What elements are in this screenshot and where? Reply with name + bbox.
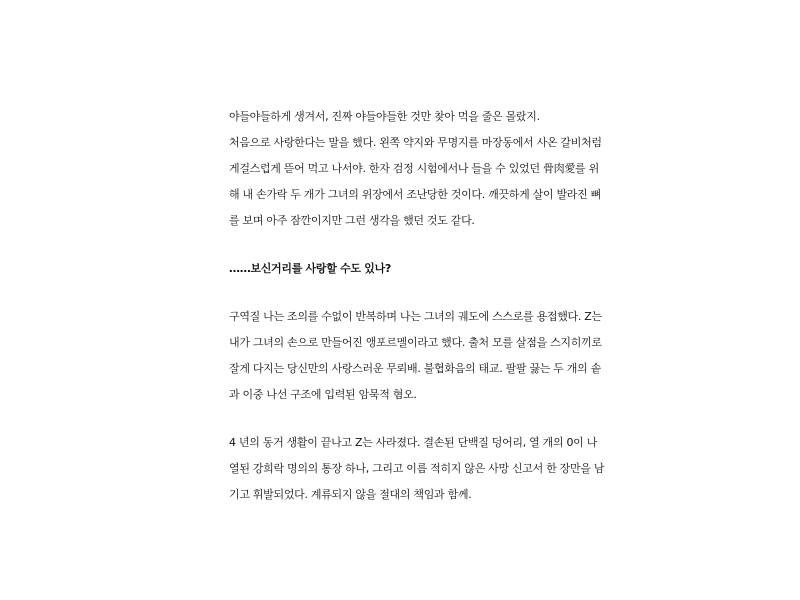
text-line: 처음으로 사랑한다는 말을 했다. 왼쪽 약지와 무명지를 마장동에서 사온 갈비처럼 bbox=[229, 136, 602, 149]
text-line: 게걸스럽게 뜯어 먹고 나서야. 한자 검정 시험에서나 들을 수 있었던 骨肉愛를 위 bbox=[229, 162, 599, 175]
text-line: 야들야들하게 생겨서, 진짜 야들야들한 것만 찾아 먹을 줄은 몰랐지. bbox=[229, 110, 540, 123]
paragraph-2 bbox=[229, 256, 579, 282]
text-line: 기고 휘발되었다. 계류되지 않을 절대의 책임과 함께. bbox=[229, 488, 472, 501]
text-line: 해 내 손가락 두 개가 그녀의 위장에서 조난당한 것이다. 깨끗하게 살이 발라진 뼈 bbox=[229, 188, 601, 201]
text-line-bold: ……보신거리를 사랑할 수도 있나? bbox=[229, 262, 391, 275]
paragraph-4 bbox=[229, 430, 605, 508]
text-line: 를 보며 아주 잠깐이지만 그런 생각을 했던 것도 같다. bbox=[229, 214, 475, 227]
text-line: 내가 그녀의 손으로 만들어진 앵포르멜이라고 했다. 출처 모를 살점을 스지히끼로 bbox=[229, 336, 602, 349]
document-body bbox=[229, 104, 605, 508]
text-line: 과 이중 나선 구조에 입력된 암묵적 혐오. bbox=[229, 388, 417, 401]
text-line: 열된 강희락 명의의 통장 하나, 그리고 이름 적히지 않은 사망 신고서 한 장만을 남 bbox=[229, 462, 605, 475]
text-line: 잘게 다지는 당신만의 사랑스러운 무뢰배. 불협화음의 태교. 팔팔 끓는 두 개의 솥 bbox=[229, 362, 601, 375]
paragraph-3 bbox=[229, 304, 602, 408]
text-line: 4 년의 동거 생활이 끝나고 Z는 사라졌다. 결손된 단백질 덩어리, 열 개의 0이 나 bbox=[229, 436, 598, 449]
paragraph-gap bbox=[229, 234, 579, 256]
paragraph-1 bbox=[229, 104, 602, 234]
paragraph-gap bbox=[229, 408, 579, 430]
text-line: 구역질 나는 조의를 수없이 반복하며 나는 그녀의 궤도에 스스로를 용접했다. Z는 bbox=[229, 310, 602, 323]
paragraph-gap bbox=[229, 282, 579, 304]
